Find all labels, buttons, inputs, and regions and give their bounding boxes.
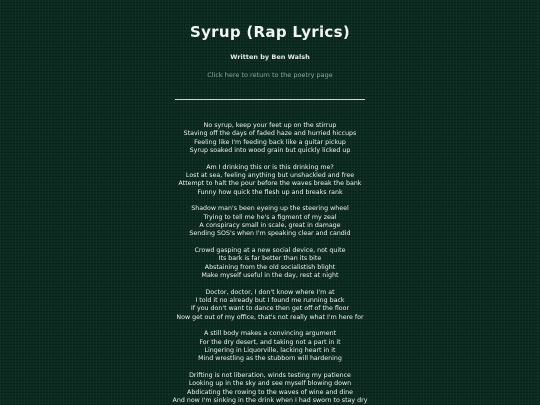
lyric-line: A conspiracy small in scale, great in damage bbox=[199, 222, 341, 230]
back-to-poetry-link[interactable]: Click here to return to the poetry page bbox=[207, 71, 333, 79]
lyric-line: Doctor, doctor, I don't know where I'm at bbox=[205, 288, 335, 296]
lyric-line: Looking up in the sky and see myself blowing down bbox=[188, 380, 352, 388]
lyric-line: I told it no already but I found me running back bbox=[195, 296, 345, 304]
lyric-line: Lost at sea, feeling anything but unshackled and free bbox=[185, 172, 355, 180]
lyric-line: Shadow man's been eyeing up the steering wheel bbox=[191, 205, 349, 213]
stanza bbox=[155, 289, 385, 323]
lyrics-body bbox=[155, 122, 385, 405]
lyric-line: Crowd gasping at a new social device, not quite bbox=[194, 246, 346, 254]
lyric-line: Syrup soaked into wood grain but quickly licked up bbox=[189, 147, 351, 155]
lyric-line: Staving off the days of faded haze and hurried hiccups bbox=[183, 130, 357, 138]
lyric-line: Lingering in Liquorville, lacking heart in it bbox=[204, 346, 336, 354]
lyric-line: If you don't want to dance then get off of the floor bbox=[190, 305, 350, 313]
lyric-line: Now get out of my office, that's not really what I'm here for bbox=[176, 313, 364, 321]
lyric-line: Drifting is not liberation, winds testing my patience bbox=[189, 371, 351, 379]
lyric-line: Trying to tell me he's a figment of my zeal bbox=[203, 213, 337, 221]
lyric-line: Am I drinking this or is this drinking me? bbox=[206, 163, 334, 171]
lyric-line: And now I'm sinking in the drink when I had sworn to stay dry bbox=[172, 396, 368, 404]
author-byline: Written by Ben Walsh bbox=[230, 53, 310, 61]
divider bbox=[175, 99, 365, 100]
stanza bbox=[155, 122, 385, 156]
lyric-line: Funny how quick the flesh up and breaks rank bbox=[197, 188, 343, 196]
stanza bbox=[155, 164, 385, 198]
stanza bbox=[155, 372, 385, 405]
lyric-line: No syrup, keep your feet up on the stirrup bbox=[203, 122, 337, 129]
lyric-line: Make myself useful in the day, rest at night bbox=[201, 272, 339, 280]
lyric-line: Feeling like I'm feeding back like a guitar pickup bbox=[194, 138, 346, 146]
stanza bbox=[155, 247, 385, 281]
lyric-line: Mind wrestling as the stubborn will hardening bbox=[198, 355, 342, 363]
lyric-line: For the dry desert, and taking not a part in it bbox=[199, 338, 341, 346]
lyric-line: Abdicating the rowing to the waves of wine and dine bbox=[187, 388, 353, 396]
lyric-line: A still body makes a convincing argument bbox=[203, 330, 337, 338]
lyric-line: Abstaining from the old socialistish blight bbox=[204, 263, 336, 271]
stanza bbox=[155, 330, 385, 364]
stanza bbox=[155, 205, 385, 239]
lyric-line: Its bark is far better than its bite bbox=[218, 255, 322, 263]
lyric-line: Attempt to halt the pour before the waves break the bank bbox=[178, 180, 362, 188]
page-title: Syrup (Rap Lyrics) bbox=[189, 23, 351, 41]
lyric-line: Sending SOS's when I'm speaking clear and candid bbox=[189, 230, 351, 238]
